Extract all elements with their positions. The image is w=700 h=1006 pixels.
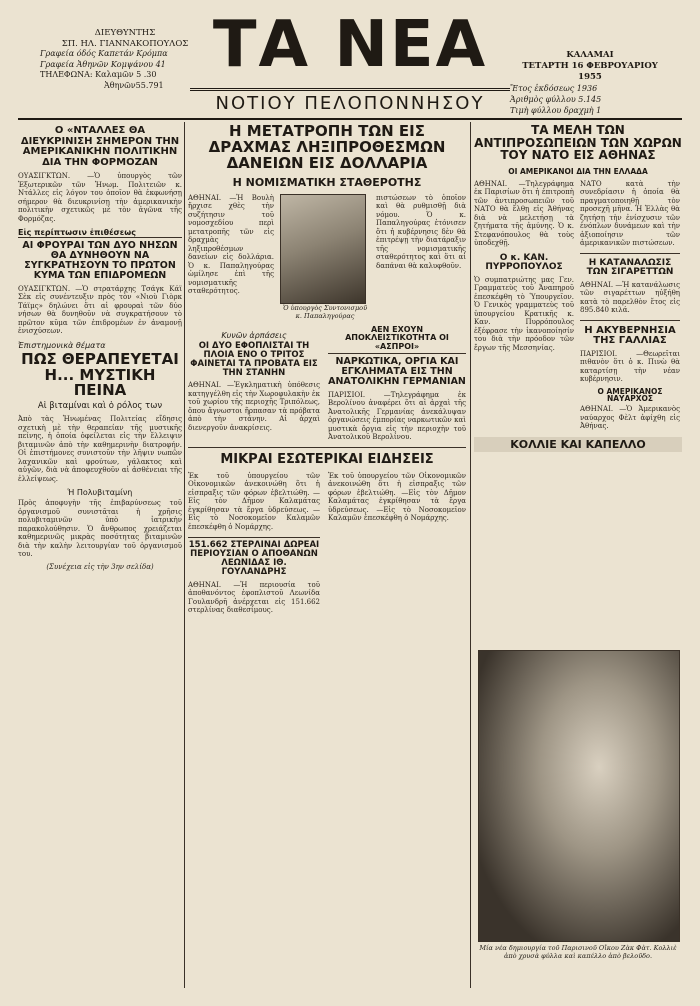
multivitamin-label: Ἡ Πολυβιταμίνη [67, 488, 133, 498]
internal-news-headline: ΜΙΚΡΑΙ ΕΣΩΤΕΡΙΚΑΙ ΕΙΔΗΣΕΙΣ [220, 451, 434, 467]
sheep-headline: ΟΙ ΔΥΟ ΕΦΟΠΛΙΣΤΑΙ ΤΗ ΠΛΟΙΑ ΕΝΟ Ο ΤΡΙΤΟΣ ΦΑΙΝΕΤΑΙ ΤΑ ΠΡΟΒΑΤΑ ΕΙΣ ΤΗΝ ΣΤΑΝΗΝ [190, 340, 318, 378]
city: ΚΑΛΑΜΑΙ [566, 50, 614, 60]
internal-news-text-2: Ἐκ τοῦ ὑπουργείου τῶν Οἰκονομικῶν ἀνεκοινώθη ὅτι ἡ εἰσπραξις τῶν φόρων ἐβελτιώθη. —Εἰς τὸν Δῆμον Καλαμάτας ἐγκρίθησαν τὰ ἔργα ὑδρεύσεως. —Εἰς τὸ Νοσοκομεῖον Καλαμῶν ἐπεσκέφθη ὁ Νομάρχης. [328, 471, 466, 523]
director-label: ΔΙΕΥΘΥΝΤΗΣ [94, 28, 156, 38]
column-1 [18, 122, 182, 988]
column-2 [188, 122, 466, 988]
masthead-left-info [40, 28, 210, 91]
drachma-text-cont: πιστώσεων τὸ ὁποῖον καὶ θὰ ρυθμισθῇ διὰ νόμου. Ὁ κ. Παπαληγούρας ἐτόνισεν ὅτι ἡ κυβέρνησις δὲν θὰ ἐπιτρέψῃ τὴν διατάραξιν τῆς νομισματικῆς σταθερότητος καὶ ὅτι αἱ δαπάναι θὰ καλυφθοῦν. [376, 193, 466, 270]
pyrropoulos-text: Ὁ συμπατριώτης μας Γεν. Γραμματεὺς τοῦ Ἀναπηροῦ ἐπεσκέφθη τὸ Ὑπουργεῖον. Ὁ Γενικὸς γραμματεὺς τοῦ ὑπουργείου Κρατικῆς κ. Καν. Πυρρόπουλος ἐξέφρασε τὴν ἱκανοποίησίν του διὰ τὴν πρόοδον τῶν ἔργων τῆς Μεσσηνίας. [474, 275, 574, 352]
garrisons-text: ΟΥΑΣΙΓΚΤΩΝ. —Ὁ στρατάρχης Τσάγκ Κάϊ Σὲκ εἰς συνέντευξιν πρὸς τὸν «Νιοὺ Γιὸρκ Τάϊμς» δηλώνει ὅτι αἱ φρουραὶ τῶν δύο νήσων θὰ δυνηθοῦν νὰ συγκρατήσουν τὸ πρῶτον κῦμα τῶν ἐπιδρομέων ἐν ἀναμονῇ ἐνισχύσεων. [18, 284, 182, 336]
narcotics-text: ΠΑΡΙΣΙΟΙ. —Τηλεγράφημα ἐκ Βερολίνου ἀναφέρει ὅτι αἱ ἀρχαὶ τῆς Ἀνατολικῆς Γερμανίας ἀνεκάλυψαν ὀργανώσεις ἐμπορίας ναρκωτικῶν καὶ μυστικὰ ὄργια εἰς τὴν περιοχὴν τοῦ Ἀνατολικοῦ Βερολίνου. [328, 390, 466, 442]
phone-line: ΤΗΛΕΦΩΝΑ: Καλαμῶν 5 .30 [40, 70, 157, 79]
goulandris-headline: 151.662 ΣΤΕΡΛΙΝΑΙ ΔΩΡΕΑΙ ΠΕΡΙΟΥΣΙΑΝ Ο ΑΠΟΘΑΝΩΝ ΛΕΩΝΙΔΑΣ ΙΘ. ΓΟΥΛΑΝΔΡΗΣ [188, 537, 320, 577]
whites-headline: ΑΕΝ ΕΧΟΥΝ ΑΠΟΚΛΕΙΣΤΙΚΟΤΗΤΑ ΟΙ «ΑΣΠΡΟΙ» [328, 326, 466, 354]
internal-news-text: Ἐκ τοῦ ὑπουργείου τῶν Οἰκονομικῶν ἀνεκοινώθη ὅτι ἡ εἰσπραξις τῶν φόρων ἐβελτιώθη. —Εἰς τὸν Δῆμον Καλαμάτας ἐγκρίθησαν τὰ ἔργα ὑδρεύσεως. —Εἰς τὸ Νοσοκομεῖον Καλαμῶν ἐπεσκέφθη ὁ Νομάρχης. [188, 471, 320, 531]
offices-line-1: Γραφεία όδός Καπετάν Κρόμπα [40, 49, 168, 58]
newspaper-subtitle: ΝΟΤΙΟΥ ΠΕΛΟΠΟΝΝΗΣΟΥ [190, 88, 510, 114]
theft-label: Κυνῶν ἀρπάσεις [221, 330, 287, 340]
nato-text-cont: ΝΑΤΟ κατὰ τὴν συνεδρίασιν ἡ ὁποία θὰ πραγματοποιηθῇ τὸν προσεχῆ μῆνα. Ἡ Ἑλλὰς θὰ ζητήσῃ τὴν ἐνίσχυσιν τῶν ἐνόπλων δυνάμεων καὶ τὴν ἀξιοποίησιν τῶν ἀμερικανικῶν πιστώσεων. [580, 179, 680, 248]
hunger-text: Ἀπὸ τὰς Ἡνωμένας Πολιτείας εἴδησις σχετικὴ μὲ τὴν θεραπείαν τῆς μυστικῆς πείνης, ἡ ὁποία ὀφείλεται εἰς τὴν ἔλλειψιν βιταμινῶν ἀπὸ τὴν καθημερινὴν διατροφήν. Οἱ ἐπιστήμονες συνιστοῦν τὴν λῆψιν νωπῶν λαχανικῶν καὶ φρούτων, γάλακτος καὶ αὐγῶν, διὰ νὰ ἀποφευχθοῦν αἱ ἀσθένειαι τῆς ἐλλείψεως. [18, 415, 182, 483]
nato-headline: ΤΑ ΜΕΛΗ ΤΩΝ ΑΝΤΙΠΡΟΣΩΠΕΙΩΝ ΤΩΝ ΧΩΡΩΝ ΤΟΥ ΝΑΤΟ ΕΙΣ ΑΘΗΝΑΣ [474, 123, 682, 163]
section-label-attack: Εἰς περίπτωσιν ἐπιθέσεως [18, 228, 182, 238]
continued-note: (Συνέχεια εἰς τὴν 3ην σελίδα) [46, 562, 154, 571]
minister-photo-caption: Ὁ ὑπουργὸς Συντονισμοῦ κ. Παπαληγούρας [282, 303, 368, 320]
phone-line-2: Ἀθηνῶν55.791 [104, 80, 164, 90]
pyrropoulos-headline: Ο κ. ΚΑΝ. ΠΥΡΡΟΠΟΥΛΟΣ [485, 252, 563, 273]
masthead-right-info [510, 50, 670, 116]
masthead-rule [18, 118, 682, 120]
monetary-stability-subhead: Η ΝΟΜΙΣΜΑΤΙΚΗ ΣΤΑΘΕΡΟΤΗΣ [232, 176, 422, 190]
necklace-headline: ΚΟΛΛΙΕ ΚΑΙ ΚΑΠΕΛΛΟ [474, 437, 682, 453]
americans-subhead: ΟΙ ΑΜΕΡΙΚΑΝΟΙ ΔΙΑ ΤΗΝ ΕΛΛΑΔΑ [508, 166, 648, 176]
newspaper-title: ΤΑ ΝΕΑ [212, 8, 488, 82]
offices-line-2: Γραφεία Ἀθηνῶν Κομψάνου 41 [40, 59, 166, 69]
cigarettes-headline: Η ΚΑΤΑΝΑΛΩΣΙΣ ΤΩΝ ΣΙΓΑΡΕΤΤΩΝ [586, 257, 674, 278]
column-divider [470, 122, 471, 988]
goulandris-text: ΑΘΗΝΑΙ. —Ἡ περιουσία τοῦ ἀποθανόντος ἐφοπλιστοῦ Λεωνίδα Γουλανδρῆ ἀνέρχεται εἰς 151.662 στερλίνας διαθεσίμους. [188, 580, 320, 615]
admiral-text: ΑΘΗΝΑΙ. —Ὁ Ἀμερικανὸς ναύαρχος Φὲλτ ἀφίχθη εἰς Ἀθήνας. [580, 405, 680, 431]
necklace-photo-caption: Μία νέα δημιουργία τοῦ Παρισινοῦ Οἴκου Ζὰκ Φὰτ. Κολλιὲ ἀπὸ χρυσὰ φύλλα καὶ καπέλλο ἀπὸ βελοῦδο. [479, 944, 677, 960]
france-text: ΠΑΡΙΣΙΟΙ. —Θεωρεῖται πιθανὸν ὅτι ὁ κ. Πινὼ θὰ καταρτίσῃ τὴν νέαν κυβέρνησιν. [580, 349, 680, 384]
masthead [10, 6, 690, 118]
france-headline: Η ΑΚΥΒΕΡΝΗΣΙΑ ΤΗΣ ΓΑΛΛΙΑΣ [584, 324, 676, 347]
nato-text: ΑΘΗΝΑΙ. —Τηλεγράφημα ἐκ Παρισίων ὅτι ἡ ἐπιτροπὴ τῶν ἀντιπροσωπειῶν τοῦ ΝΑΤΟ θὰ ἔλθῃ εἰς Ἀθήνας διὰ νὰ μελετήσῃ τὰ ζητήματα τῆς ἀμύνης. Ὁ κ. Στεφανόπουλος θὰ τοὺς ὑποδεχθῇ. [474, 179, 574, 248]
dulles-text: ΟΥΑΣΙΓΚΤΩΝ. —Ὁ ὑπουργὸς τῶν Ἐξωτερικῶν τῶν Ἡνωμ. Πολιτειῶν κ. Ντάλλες εἰς λόγον του ὁποῖον θὰ ἐκφωνήσῃ σήμερον θὰ διευκρινίσῃ τὴν ἀμερικανικὴν πολιτικὴν σχετικῶς μὲ τὸν ἀγῶνα τῆς Φορμόζας. [18, 172, 182, 223]
multivitamin-text: Πρὸς ἀποφυγὴν τῆς ἐπιβαρύνσεως τοῦ ὀργανισμοῦ συνιστᾶται ἡ χρῆσις πολυβιταμινῶν ὑπὸ ἰατρικὴν παρακολούθησιν. Ὁ ἄνθρωπος χρειάζεται καθημερινῶς μικρὰς ποσότητας βιταμινῶν διὰ τὴν καλὴν λειτουργίαν τοῦ ὀργανισμοῦ του. [18, 499, 182, 559]
dulles-headline: Ο «ΝΤΑΛΛΕΣ ΘΑ ΔΙΕΥΚΡΙΝΙΣΗ ΣΗΜΕΡΟΝ ΤΗΝ ΑΜΕΡΙΚΑΝΙΚΗΝ ΠΟΛΙΤΙΚΗΝ ΔΙΑ ΤΗΝ ΦΟΡΜΟΖΑΝ [20, 125, 180, 168]
drachma-loans-headline: Η ΜΕΤΑΤΡΟΠΗ ΤΩΝ ΕΙΣ ΔΡΑΧΜΑΣ ΛΗΞΙΠΡΟΘΕΣΜΩΝ ΔΑΝΕΙΩΝ ΕΙΣ ΔΟΛΛΑΡΙΑ [208, 122, 446, 172]
year-line: Ἔτος ἐκδόσεως 1936 [510, 84, 598, 93]
minister-photo [280, 194, 366, 304]
garrisons-headline: ΑΙ ΦΡΟΥΡΑΙ ΤΩΝ ΔΥΟ ΝΗΣΩΝ ΘΑ ΔΥΝΗΘΟΥΝ ΝΑ ΣΥΓΚΡΑΤΗΣΟΥΝ ΤΟ ΠΡΩΤΟΝ ΚΥΜΑ ΤΩΝ ΕΠΙΔΡΟΜΕΩΝ [22, 240, 178, 281]
vitamins-subhead: Αἱ βιταμίναι καὶ ὁ ρόλος των [37, 401, 163, 412]
column-divider [184, 122, 185, 988]
science-label: Ἐπιστημονικὰ θέματα [18, 340, 106, 350]
sheep-text: ΑΘΗΝΑΙ. —Ἐγκληματικὴ ὑπόθεσις κατηγγέλθη εἰς τὴν Χωροφυλακὴν ἐκ τοῦ χωρίου τῆς περιοχῆς Τριπόλεως, ὅπου ἄγνωστοι ἥρπασαν τὰ πρόβατα ἀπὸ τὴν στάνην. Αἱ ἀρχαὶ διενεργοῦν ἀνακρίσεις. [188, 381, 320, 432]
drachma-text: ΑΘΗΝΑΙ. —Ἡ Βουλὴ ἤρχισε χθὲς τὴν συζήτησιν τοῦ νομοσχεδίου περὶ μετατροπῆς τῶν εἰς δραχμὰς ληξιπροθέσμων δανείων εἰς δολλάρια. Ὁ κ. Παπαληγούρας ὡμίλησε ἐπὶ τῆς νομισματικῆς σταθερότητος. [188, 193, 274, 296]
issue-date: ΤΕΤΑΡΤΗ 16 ΦΕΒΡΟΥΑΡΙΟΥ 1955 [522, 61, 658, 82]
issue-number: Ἀριθμὸς φύλλου 5.145 [510, 95, 602, 104]
necklace-hat-photo [478, 650, 680, 942]
cigarettes-text: ΑΘΗΝΑΙ. —Ἡ κατανάλωσις τῶν σιγαρέττων ηὐξήθη κατὰ τὸ παρελθὸν ἔτος εἰς 895.840 κιλά. [580, 280, 680, 315]
hunger-headline: ΠΩΣ ΘΕΡΑΠΕΥΕΤΑΙ Η... ΜΥΣΤΙΚΗ ΠΕΙΝΑ [21, 349, 179, 400]
director-name: ΣΠ. ΗΛ. ΓΙΑΝΝΑΚΟΠΟΥΛΟΣ [61, 38, 189, 49]
admiral-headline: Ο ΑΜΕΡΙΚΑΝΟΣ ΝΑΥΑΡΧΟΣ [597, 386, 663, 404]
price: Τιμὴ φύλλου δραχμὴ 1 [510, 106, 602, 115]
narcotics-headline: ΝΑΡΚΩΤΙΚΑ, ΟΡΓΙΑ ΚΑΙ ΕΓΚΛΗΜΑΤΑ ΕΙΣ ΤΗΝ ΑΝΑΤΟΛΙΚΗΝ ΓΕΡΜΑΝΙΑΝ [328, 355, 466, 387]
